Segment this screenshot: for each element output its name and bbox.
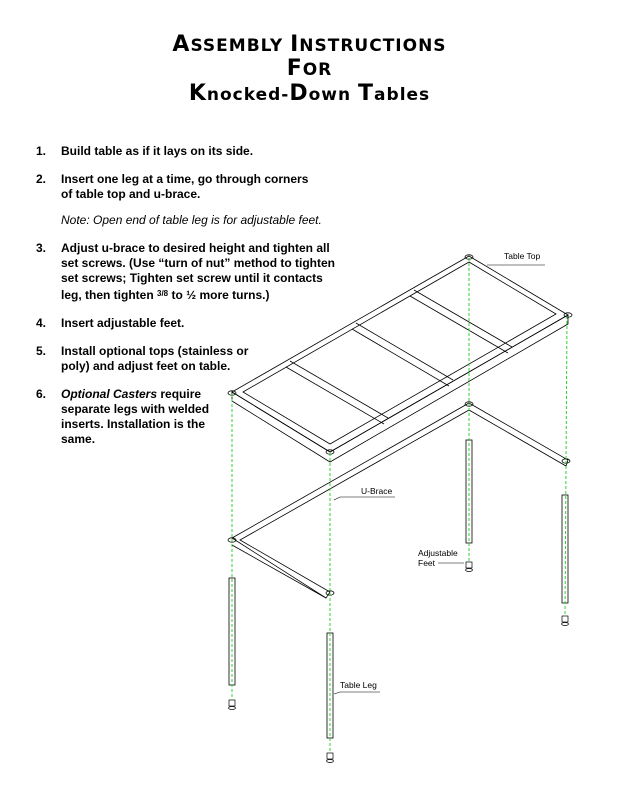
label-feet: Feet (418, 558, 436, 568)
step-text: Optional Casters require separate legs with welded inserts. Installation is the same. (61, 387, 210, 446)
table-legs (229, 440, 568, 738)
title-line-3: Knocked-Down Tables (188, 81, 431, 106)
step-number: 3. (36, 241, 47, 255)
step-number: 2. (36, 172, 47, 186)
step-number: 4. (36, 316, 47, 330)
u-brace (228, 402, 570, 598)
step-number: 5. (36, 344, 47, 358)
table-top-frame (228, 255, 572, 462)
step-text: Insert adjustable feet. (61, 316, 185, 330)
label-adjustable: Adjustable (418, 548, 458, 558)
step-text: Build table as if it lays on its side. (61, 144, 254, 158)
step-number: 6. (36, 387, 47, 401)
step-text: Install optional tops (stainless or poly) and adjust feet on table. (61, 344, 249, 373)
label-table-leg: Table Leg (340, 680, 377, 690)
label-u-brace: U-Brace (361, 486, 393, 496)
step-text: Adjust u-brace to desired height and tighten all set screws. (Use “turn of nut” method to tighten set screws; Tighten set screw until it contacts leg, then tighten $^{3/8}$ to ½ more turns.) (61, 241, 336, 302)
label-table-top: Table Top (504, 251, 541, 261)
step-number: 1. (36, 144, 47, 158)
note-text: Note: Open end of table leg is for adjustable feet. (61, 213, 322, 227)
title-line-1: ASSEMBLY INSTRUCTIONS (172, 32, 447, 57)
title-line-2: FOR (286, 56, 333, 81)
adjustable-feet (229, 562, 569, 763)
step-text: Insert one leg at a time, go through corners of table top and u-brace. (61, 172, 309, 201)
